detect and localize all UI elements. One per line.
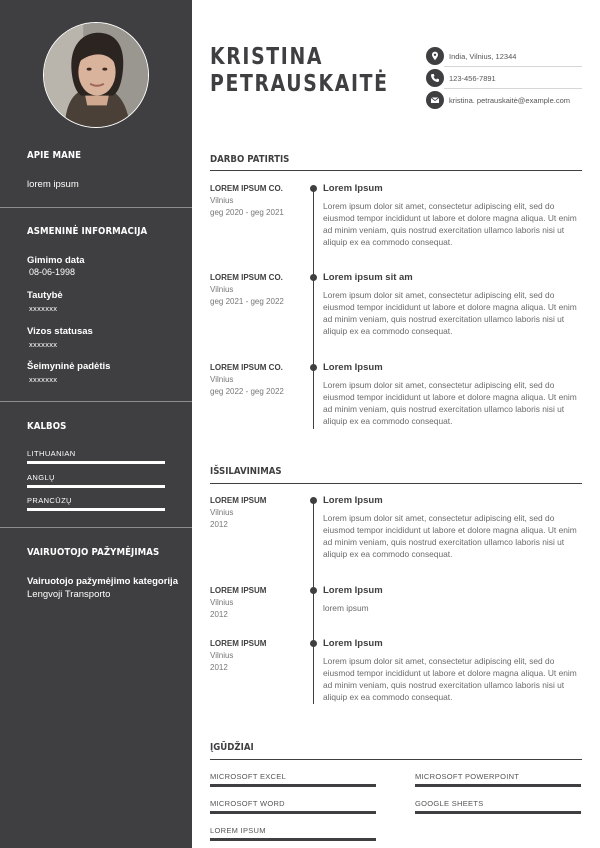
language-level-bar <box>27 508 165 511</box>
education-timeline <box>313 500 314 704</box>
sidebar <box>0 0 192 848</box>
about-text: lorem ipsum <box>27 179 79 190</box>
timeline-dot <box>310 274 317 281</box>
full-name <box>210 44 389 98</box>
language-item <box>27 449 165 464</box>
language-level-bar <box>27 461 165 464</box>
visa-status-value: xxxxxxx <box>29 340 58 349</box>
section-divider <box>210 483 582 484</box>
nationality-label: Tautybė <box>27 290 63 301</box>
experience-timeline <box>313 187 314 429</box>
entry-organization: LOREM IPSUM <box>210 586 267 595</box>
birth-date-label: Gimimo data <box>27 255 85 266</box>
skill-level-bar <box>210 838 376 841</box>
language-item <box>27 496 165 511</box>
skill-item <box>210 772 376 787</box>
contact-divider <box>444 88 582 89</box>
entry-organization: LOREM IPSUM CO. <box>210 273 283 282</box>
skill-name: LOREM IPSUM <box>210 826 266 835</box>
about-title: APIE MANE <box>27 150 82 161</box>
phone-text: 123-456-7891 <box>449 73 496 83</box>
contact-divider <box>444 66 582 67</box>
language-name: LITHUANIAN <box>27 449 76 458</box>
profile-photo-icon <box>44 23 148 127</box>
experience-title: DARBO PATIRTIS <box>210 154 290 165</box>
section-divider <box>210 170 582 171</box>
license-title: VAIRUOTOJO PAŽYMĖJIMAS <box>27 547 160 558</box>
sidebar-divider <box>0 401 192 402</box>
marital-status-value: xxxxxxx <box>29 375 58 384</box>
location-pin-icon <box>426 47 444 65</box>
nationality-value: xxxxxxx <box>29 304 58 313</box>
entry-description: Lorem ipsum dolor sit amet, consectetur adipiscing elit, sed do eiusmod tempor incididunt ut labore et dolore magna aliqua. Ut enim ad minim veniam, quis nostrud exercitation ullamco laboris nisi ut aliquip ex ea commodo consequat. <box>323 656 577 702</box>
skill-item <box>415 799 581 814</box>
entry-role: Lorem Ipsum <box>323 638 383 649</box>
entry-date: geg 2022 - geg 2022 <box>210 387 284 396</box>
entry-city: Vilnius <box>210 196 234 205</box>
entry-organization: LOREM IPSUM CO. <box>210 363 283 372</box>
skill-name: GOOGLE SHEETS <box>415 799 484 808</box>
languages-title: KALBOS <box>27 421 67 432</box>
skill-level-bar <box>210 784 376 787</box>
contact-address <box>426 46 582 66</box>
education-title: IŠSILAVINIMAS <box>210 466 282 477</box>
last-name: PETRAUSKAITĖ <box>210 71 389 97</box>
timeline-dot <box>310 587 317 594</box>
entry-city: Vilnius <box>210 375 234 384</box>
sidebar-divider <box>0 207 192 208</box>
skill-name: MICROSOFT WORD <box>210 799 285 808</box>
entry-role: Lorem Ipsum <box>323 585 383 596</box>
avatar <box>43 22 149 128</box>
skill-level-bar <box>415 811 581 814</box>
email-icon <box>426 91 444 109</box>
skill-level-bar <box>415 784 581 787</box>
language-name: ANGLŲ <box>27 473 55 482</box>
timeline-dot <box>310 364 317 371</box>
entry-city: Vilnius <box>210 651 234 660</box>
license-label: Vairuotojo pažymėjimo kategorija <box>27 576 178 587</box>
birth-date-value: 08-06-1998 <box>29 267 76 277</box>
language-level-bar <box>27 485 165 488</box>
contact-email <box>426 90 582 110</box>
entry-organization: LOREM IPSUM CO. <box>210 184 283 193</box>
language-item <box>27 473 165 488</box>
skill-item <box>210 799 376 814</box>
timeline-dot <box>310 640 317 647</box>
license-value: Lengvoji Transporto <box>27 589 111 600</box>
skill-item <box>210 826 376 841</box>
entry-description: lorem ipsum <box>323 603 369 613</box>
skills-title: ĮGŪDŽIAI <box>210 742 254 753</box>
entry-date: geg 2020 - geg 2021 <box>210 208 284 217</box>
entry-role: Lorem Ipsum <box>323 362 383 373</box>
entry-date: 2012 <box>210 610 228 619</box>
entry-city: Vilnius <box>210 285 234 294</box>
entry-role: Lorem Ipsum <box>323 495 383 506</box>
entry-date: 2012 <box>210 520 228 529</box>
skill-name: MICROSOFT POWERPOINT <box>415 772 520 781</box>
entry-date: 2012 <box>210 663 228 672</box>
marital-status-label: Šeimyninė padėtis <box>27 361 111 372</box>
entry-organization: LOREM IPSUM <box>210 639 267 648</box>
entry-role: Lorem Ipsum <box>323 183 383 194</box>
skill-name: MICROSOFT EXCEL <box>210 772 287 781</box>
entry-description: Lorem ipsum dolor sit amet, consectetur adipiscing elit, sed do eiusmod tempor incididunt ut labore et dolore magna aliqua. Ut enim ad minim veniam, quis nostrud exercitation ullamco laboris nisi ut aliquip ex ea commodo consequat. <box>323 290 577 336</box>
timeline-dot <box>310 497 317 504</box>
entry-description: Lorem ipsum dolor sit amet, consectetur adipiscing elit, sed do eiusmod tempor incididunt ut labore et dolore magna aliqua. Ut enim ad minim veniam, quis nostrud exercitation ullamco laboris nisi ut aliquip ex ea commodo consequat. <box>323 201 577 247</box>
skill-item <box>415 772 581 787</box>
section-divider <box>210 759 582 760</box>
phone-icon <box>426 69 444 87</box>
skill-level-bar <box>210 811 376 814</box>
sidebar-divider <box>0 527 192 528</box>
entry-date: geg 2021 - geg 2022 <box>210 297 284 306</box>
timeline-dot <box>310 185 317 192</box>
first-name: KRISTINA <box>210 44 324 70</box>
entry-description: Lorem ipsum dolor sit amet, consectetur adipiscing elit, sed do eiusmod tempor incididunt ut labore et dolore magna aliqua. Ut enim ad minim veniam, quis nostrud exercitation ullamco laboris nisi ut aliquip ex ea commodo consequat. <box>323 513 577 559</box>
email-text: kristina. petrauskaitė@example.com <box>449 95 570 105</box>
visa-status-label: Vizos statusas <box>27 326 93 337</box>
entry-city: Vilnius <box>210 598 234 607</box>
entry-organization: LOREM IPSUM <box>210 496 267 505</box>
personal-info-title: ASMENINĖ INFORMACIJA <box>27 226 148 237</box>
entry-role: Lorem ipsum sit am <box>323 272 413 283</box>
contact-phone <box>426 68 582 88</box>
address-text: India, Vilnius, 12344 <box>449 51 517 61</box>
entry-description: Lorem ipsum dolor sit amet, consectetur adipiscing elit, sed do eiusmod tempor incididunt ut labore et dolore magna aliqua. Ut enim ad minim veniam, quis nostrud exercitation ullamco laboris nisi ut aliquip ex ea commodo consequat. <box>323 380 577 426</box>
entry-city: Vilnius <box>210 508 234 517</box>
language-name: PRANCŪZŲ <box>27 496 72 505</box>
